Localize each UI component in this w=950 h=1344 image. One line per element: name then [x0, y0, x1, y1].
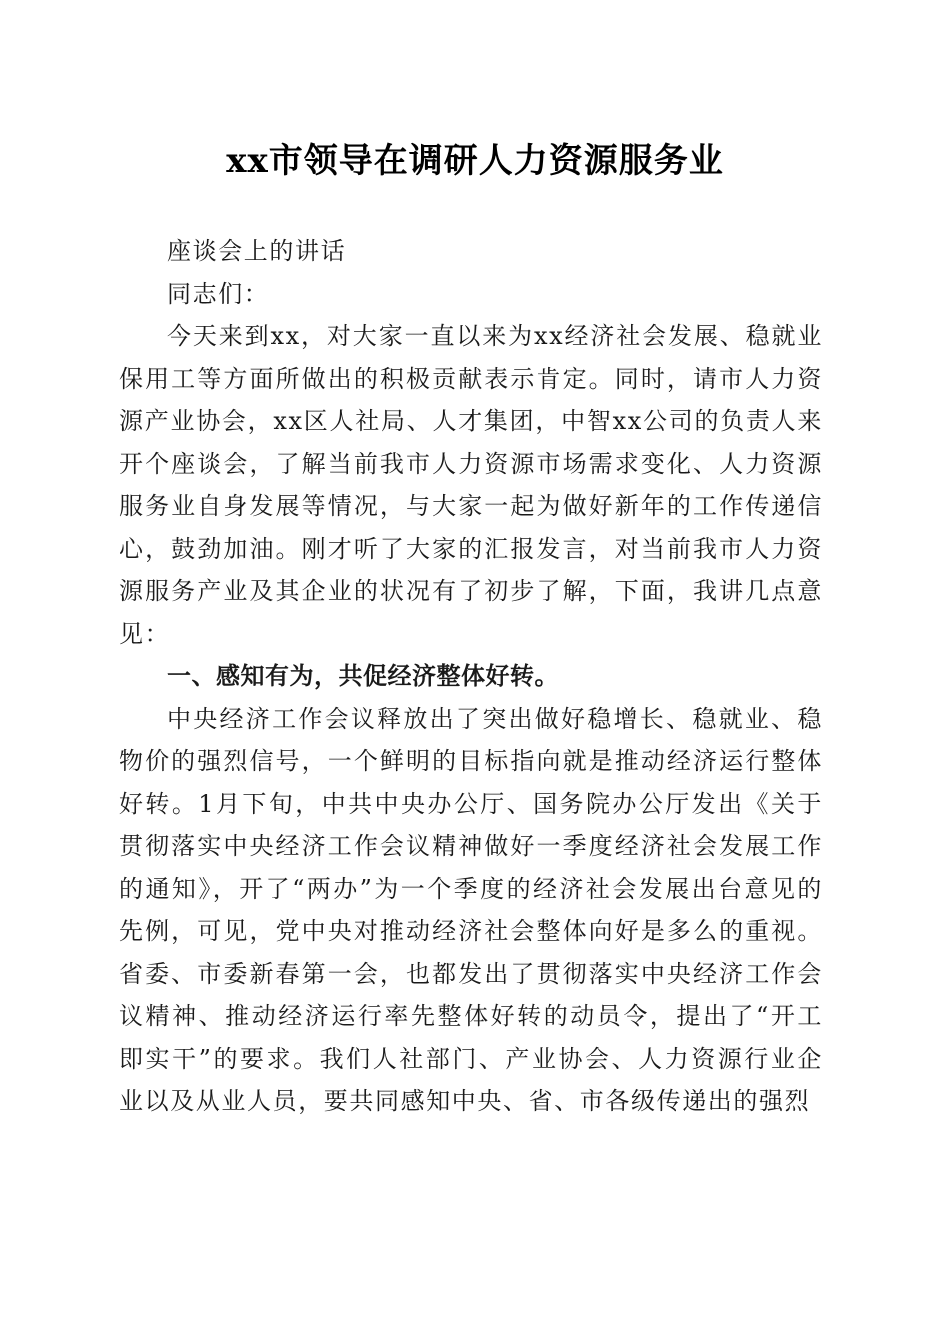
- paragraph-salutation: 同志们：: [167, 279, 270, 308]
- paragraph-section-1: 中央经济工作会议释放出了突出做好稳增长、稳就业、稳物价的强烈信号，一个鲜明的目标指向就是推动经济运行整体好转。1月下旬，中共中央办公厅、国务院办公厅发出《关于贯彻落实中央经济工作会议精神做好一季度经济社会发展工作的通知》，开了“两办”为一个季度的经济社会发展出台意见的先例，可见，党中央对推动经济社会整体向好是多么的重视。省委、市委新春第一会，也都发出了贯彻落实中央经济工作会议精神、推动经济运行率先整体好转的动员令，提出了“开工即实干”的要求。我们人社部门、产业协会、人力资源行业企业以及从业人员，要共同感知中央、省、市各级传递出的强烈: [119, 704, 823, 1115]
- section-heading-1: 一、感知有为，共促经济整体好转。: [167, 662, 559, 690]
- document-body: [119, 230, 823, 1123]
- paragraph-intro: 今天来到xx，对大家一直以来为xx经济社会发展、稳就业保用工等方面所做出的积极贡献表示肯定。同时，请市人力资源产业协会，xx区人社局、人才集团，中智xx公司的负责人来开个座谈会，了解当前我市人力资源市场需求变化、人力资源服务业自身发展等情况，与大家一起为做好新年的工作传递信心，鼓劲加油。刚才听了大家的汇报发言，对当前我市人力资源服务产业及其企业的状况有了初步了解，下面，我讲几点意见：: [119, 322, 823, 648]
- paragraph-subtitle: 座谈会上的讲话: [167, 237, 347, 265]
- document-title: xx市领导在调研人力资源服务业: [226, 141, 724, 181]
